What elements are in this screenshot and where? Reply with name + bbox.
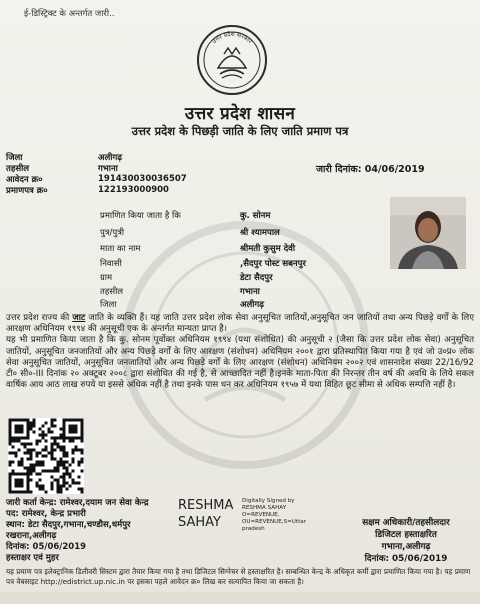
field-tehsil-label: तहसील <box>100 287 124 297</box>
tehsil-value: गभाना <box>98 164 118 174</box>
father-name: श्री श्यामपाल <box>240 228 280 238</box>
application-no-value: 191430030036507 <box>98 174 187 184</box>
authority-title: सक्षम अधिकारी/तहसीलदार <box>362 518 450 528</box>
caste-name: जाट <box>72 313 86 323</box>
mother-name: श्रीमती कुसुम देवी <box>240 244 296 254</box>
verification-note: यह प्रमाण पत्र इलेक्ट्रानिक डिलीवरी सिस्टम द्वारा तैयार किया गया है तथा डिजिटल सिग्नेचर से हस्ताक्षरित है। सम्बन्धित केन्द्र के अधिकृत कर्मी द्वारा प्रमाणित किया गया है। यह प्रमाण पत्र वेबसाइट http://edistrict.up.nic.in पर इसका पहले आवेदन क्र० लिख कर सत्यापित किया जा सकता है। <box>6 567 471 586</box>
authority-place: गभाना,अलीगढ़ <box>381 542 431 552</box>
top-note: ई-डिस्ट्रिक्ट के अन्तर्गत जारी.. <box>24 9 115 19</box>
digitally-signed-label: डिजिटल हस्ताक्षरित <box>375 530 437 540</box>
parent-label: पुत्र/पुत्री <box>100 228 125 238</box>
district-value: अलीगढ़ <box>98 153 123 163</box>
issue-date: जारी दिनांक: 04/06/2019 <box>316 164 425 175</box>
field-district-value: अलीगढ़ <box>240 300 265 310</box>
applicant-photo <box>390 197 466 269</box>
footer-date: दिनांक: 05/06/2019 <box>6 542 87 552</box>
application-no-label: आवेदन क्र० <box>6 175 43 185</box>
bottom-edge <box>0 592 480 604</box>
certificate-no-label: प्रमाणपत्र क्र० <box>6 186 48 196</box>
village-value: डेटा सैदपुर <box>240 273 273 283</box>
district-label: जिला <box>6 153 23 163</box>
up-govt-seal-icon <box>196 24 268 96</box>
certificate-no-value: 122193000900 <box>98 185 169 195</box>
tehsil-label: तहसील <box>6 164 30 174</box>
field-district-label: जिला <box>100 300 117 310</box>
resident-label: निवासी <box>100 259 122 269</box>
village-label: ग्राम <box>100 273 113 283</box>
issuer-place: स्थान: डेटा सैदपुर,गभाना,चण्डौस,धर्मपुर <box>6 520 131 530</box>
issuing-centre: जारी कर्ता केन्द्र: रामेश्वर,दयाम जन सेवा केन्द्र <box>6 498 149 508</box>
mother-label: माता का नाम <box>100 244 141 254</box>
digital-signature-details: Digitally Signed by RESHMA SAHAY O=REVENUE, OU=REVENUE,S=Uttar pradesh <box>242 498 307 532</box>
issuer-post: पद: रामेश्वर, केन्द्र प्रभारी <box>6 509 86 519</box>
verification-qr-code[interactable] <box>8 418 84 494</box>
body-paragraph-2: यह भी प्रमाणित किया जाता है कि कु. सोनम पूर्वोक्त अधिनियम १९९४ (यथा संशोधित) की अनुसूची २ (जैसा कि उत्तर प्रदेश लोक सेवा) अनुसूचित जातियों, अनुसूचित जनजातियों और अन्य पिछड़े वर्गों के लिए आरक्षण (संशोधन) अधिनियम २००१ द्वारा प्रतिस्थापित किया गया है एवं जो उ०प्र० लोक सेवा अनुसूचित जातियों, अनुसूचित जनजातियों और अन्य पिछड़े वर्गों के लिए आरक्षण (संशोधन) अधिनियम २००२ एवं शासनादेश संख्या 22/16/92 टी० सी०-III दिनांक २० अक्टूबर २००८ द्वारा संशोधित की गई है, से आच्छादित नहीं है।इनके माता-पिता की निरन्तर तीन वर्ष की अवधि के लिये सकल वार्षिक आय आठ लाख रुपये या इससे अधिक नहीं है तथा इनके पास धन कर अधिनियम १९५७ में यथा विहित छूट सीमा से अधिक सम्पत्ति नहीं है। <box>6 335 474 391</box>
resident-value: ,सैदपुर पोस्ट सबनपुर <box>240 259 306 269</box>
seal-text: उत्तर प्रदेश सरकार <box>210 30 254 46</box>
certify-label: प्रमाणित किया जाता है कि <box>100 211 181 221</box>
svg-text:उत्तर प्रदेश सरकार <box>211 30 254 46</box>
digital-signature-name: RESHMA SAHAY <box>178 498 234 530</box>
field-tehsil-value: गभाना <box>240 287 260 297</box>
applicant-name: कु. सोनम <box>240 211 271 221</box>
certificate-subtitle: उत्तर प्रदेश के पिछड़ी जाति के लिए जाति प्रमाण पत्र <box>131 124 349 138</box>
issuer-place-cont: रखराना,अलीगढ़ <box>6 531 57 541</box>
authority-date: दिनांक: 05/06/2019 <box>364 554 448 564</box>
certificate-title: उत्तर प्रदेश शासन <box>184 104 296 124</box>
sign-and-seal: हस्ताक्षर एवं मुहर <box>6 553 59 563</box>
body-paragraph-1: उत्तर प्रदेश राज्य की जाट जाति के व्यक्ति हैं। यह जाति उत्तर प्रदेश लोक सेवा अनुसूचित जातियों,अनुसूचित जन जातियों तथा अन्य पिछड़े वर्गों के लिए आरक्षण अधिनियम १९९४ की अनुसूची एक के अन्तर्गत मान्यता प्राप्त है। <box>6 313 475 335</box>
certificate-body <box>6 313 474 391</box>
